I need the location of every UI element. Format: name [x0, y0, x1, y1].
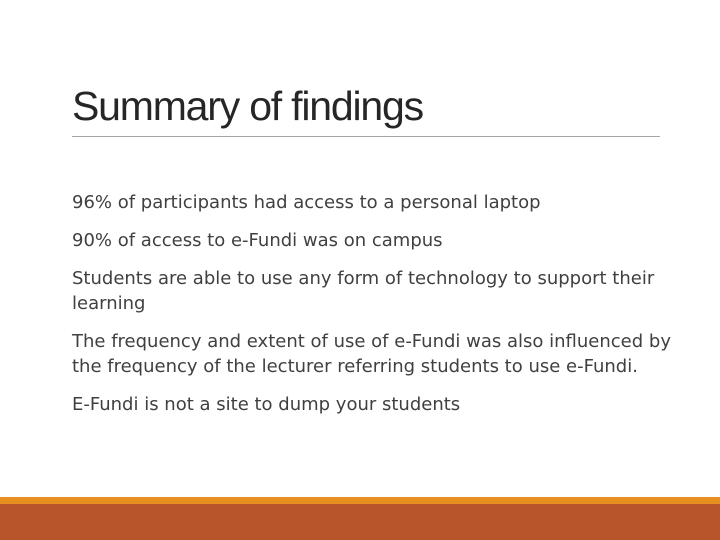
bullet-item-not-a-dump-site: E-Fundi is not a site to dump your students: [72, 394, 461, 415]
bullet-item-campus-access: 90% of access to e-Fundi was on campus: [72, 230, 443, 251]
bullet-item-technology-use: Students are able to use any form of technology to support their learning: [72, 268, 655, 314]
slide-title: Summary of findings: [72, 83, 423, 129]
title-divider: [72, 136, 660, 137]
bullet-list: [72, 190, 672, 430]
footer-band: [0, 504, 720, 540]
bullet-item-laptop-access: 96% of participants had access to a personal laptop: [72, 192, 541, 213]
footer-accent-stripe: [0, 497, 720, 504]
bullet-item-frequency-of-use: The frequency and extent of use of e-Fundi was also influenced by the frequency of the lecturer referring students to use e-Fundi.: [72, 331, 671, 377]
